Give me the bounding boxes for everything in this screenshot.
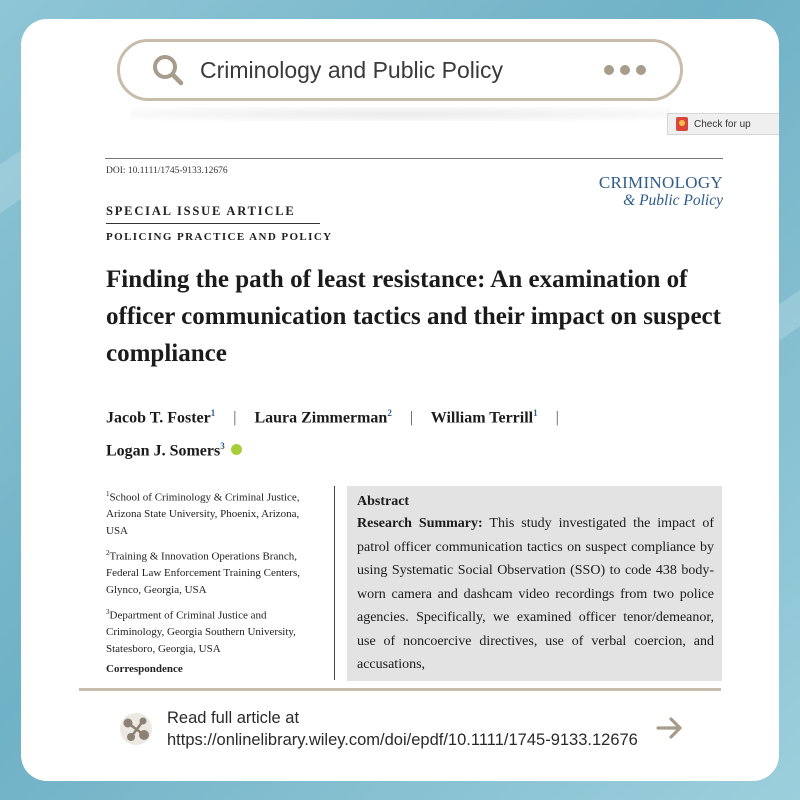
link-icon [119,712,153,746]
author-affiliation-number: 2 [387,408,392,418]
author-name: Jacob T. Foster [106,409,211,427]
doi: DOI: 10.1111/1745-9133.12676 [106,166,228,176]
read-label: Read full article at [167,709,300,727]
crossmark-icon [676,117,688,131]
author-affiliation-number: 1 [533,408,538,418]
abstract-box [347,486,722,681]
correspondence-heading: Correspondence [106,663,183,675]
author-name: Logan J. Somers [106,442,221,460]
issue-type: SPECIAL ISSUE ARTICLE [106,204,296,218]
post-card [21,19,779,781]
article-title: Finding the path of least resistance: An examination of officer communication tactics and their impact on suspect compliance [106,266,721,367]
author-separator: | [233,409,237,427]
section-label: POLICING PRACTICE AND POLICY [106,231,333,243]
check-for-updates-badge[interactable] [667,113,779,135]
author-affiliation-number: 3 [220,441,225,452]
affiliations [106,486,321,663]
column-divider [334,486,335,680]
author-affiliation-number: 1 [210,408,216,418]
affiliation-item: $^1$School of Criminology & Criminal Justice, Arizona State University, Phoenix, Arizona, USA [106,490,300,537]
more-dots-icon[interactable] [604,65,646,75]
orcid-icon[interactable] [231,444,242,455]
header-rule [105,158,723,159]
affiliation-item: $^2$Training & Innovation Operations Branch, Federal Law Enforcement Training Centers, Glynco, Georgia, USA [106,549,300,596]
author-name: Laura Zimmerman [254,409,388,427]
author-separator: | [555,409,559,427]
journal-logo-line1: CRIMINOLOGY [598,173,723,192]
author-separator: | [409,409,414,427]
search-bar[interactable] [117,39,683,101]
search-query[interactable]: Criminology and Public Policy [200,56,503,83]
author-name: William Terrill [430,409,534,427]
issue-rule [106,223,320,224]
affiliation-item: $^3$Department of Criminal Justice and Criminology, Georgia Southern University, Statesboro, Georgia, USA [106,608,296,655]
journal-logo [581,174,723,209]
abstract-heading: Abstract [357,494,410,509]
author-list [106,399,706,466]
abstract-body [357,512,714,677]
abstract-text: This study investigated the impact of patrol officer communication tactics on suspect compliance by using Systematic Social Observation (SSO) to code 438 body-worn camera and dashcam video recordings from two police agencies. Specifically, we examined officer tenor/demeanor, use of noncoercive directives, use of verbal coercion, and accusations, [357,516,714,672]
arrow-right-icon[interactable] [655,713,685,743]
read-full-article[interactable] [167,707,638,751]
footer-divider [79,688,721,691]
search-shadow [131,107,671,121]
article-url[interactable]: https://onlinelibrary.wiley.com/doi/epdf/10.1111/1745-9133.12676 [167,731,638,749]
journal-logo-line2: & Public Policy [623,192,723,209]
search-icon [150,52,186,88]
abstract-label: Research Summary: [357,516,483,531]
check-for-updates-label: Check for up [694,118,751,130]
